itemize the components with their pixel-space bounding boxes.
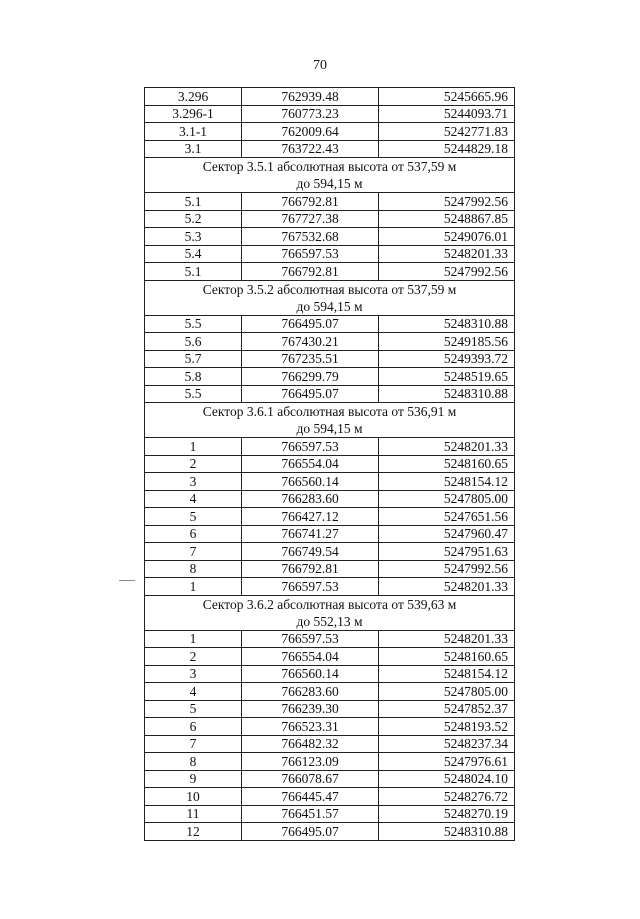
point-number-cell: 7 (145, 735, 242, 753)
y-coordinate-cell: 5247951.63 (379, 543, 515, 561)
point-number-cell: 5.1 (145, 263, 242, 281)
table-row (145, 123, 515, 141)
point-number-cell: 5.5 (145, 385, 242, 403)
table-row (145, 718, 515, 736)
x-coordinate-cell: 766239.30 (242, 700, 379, 718)
x-coordinate-cell: 766123.09 (242, 753, 379, 771)
x-coordinate-cell: 766597.53 (242, 245, 379, 263)
x-coordinate-cell: 766495.07 (242, 385, 379, 403)
x-coordinate-cell: 766495.07 (242, 823, 379, 841)
y-coordinate-cell: 5247805.00 (379, 683, 515, 701)
table-row (145, 490, 515, 508)
table-row (145, 753, 515, 771)
y-coordinate-cell: 5248160.65 (379, 648, 515, 666)
point-number-cell: 1 (145, 630, 242, 648)
point-number-cell: 10 (145, 788, 242, 806)
y-coordinate-cell: 5244829.18 (379, 140, 515, 158)
table-row (145, 683, 515, 701)
section-header-row (145, 280, 515, 315)
x-coordinate-cell: 766560.14 (242, 665, 379, 683)
x-coordinate-cell: 766554.04 (242, 648, 379, 666)
table-row (145, 823, 515, 841)
x-coordinate-cell: 766560.14 (242, 473, 379, 491)
x-coordinate-cell: 766523.31 (242, 718, 379, 736)
y-coordinate-cell: 5248519.65 (379, 368, 515, 386)
table-row (145, 525, 515, 543)
table-row (145, 543, 515, 561)
point-number-cell: 8 (145, 753, 242, 771)
point-number-cell: 5.6 (145, 333, 242, 351)
table-row (145, 438, 515, 456)
x-coordinate-cell: 762939.48 (242, 88, 379, 106)
point-number-cell: 7 (145, 543, 242, 561)
y-coordinate-cell: 5248276.72 (379, 788, 515, 806)
x-coordinate-cell: 767235.51 (242, 350, 379, 368)
table-row (145, 263, 515, 281)
section-header-row (145, 595, 515, 630)
table-row (145, 333, 515, 351)
table-row (145, 140, 515, 158)
y-coordinate-cell: 5248270.19 (379, 805, 515, 823)
x-coordinate-cell: 766554.04 (242, 455, 379, 473)
y-coordinate-cell: 5248193.52 (379, 718, 515, 736)
y-coordinate-cell: 5247976.61 (379, 753, 515, 771)
section-title-line: Сектор 3.5.1 абсолютная высота от 537,59 м (202, 159, 457, 174)
x-coordinate-cell: 766741.27 (242, 525, 379, 543)
table-row (145, 245, 515, 263)
x-coordinate-cell: 766451.57 (242, 805, 379, 823)
point-number-cell: 5.4 (145, 245, 242, 263)
y-coordinate-cell: 5247852.37 (379, 700, 515, 718)
page-number: 70 (313, 58, 327, 73)
section-title-line: до 594,15 м (296, 298, 363, 314)
y-coordinate-cell: 5248201.33 (379, 438, 515, 456)
point-number-cell: 3.296-1 (145, 105, 242, 123)
x-coordinate-cell: 766792.81 (242, 263, 379, 281)
section-title-line: Сектор 3.5.2 абсолютная высота от 537,59 м (202, 281, 457, 297)
table-row (145, 473, 515, 491)
point-number-cell: 6 (145, 718, 242, 736)
point-number-cell: 8 (145, 560, 242, 578)
section-title-line: до 552,13 м (296, 613, 363, 629)
point-number-cell: 2 (145, 648, 242, 666)
x-coordinate-cell: 762009.64 (242, 123, 379, 141)
y-coordinate-cell: 5247992.56 (379, 193, 515, 211)
point-number-cell: 3.296 (145, 88, 242, 106)
x-coordinate-cell: 766597.53 (242, 578, 379, 596)
table-row (145, 770, 515, 788)
table-row (145, 193, 515, 211)
coordinates-table (144, 87, 515, 841)
x-coordinate-cell: 766427.12 (242, 508, 379, 526)
table-row (145, 105, 515, 123)
table-row (145, 665, 515, 683)
table-row (145, 560, 515, 578)
table-row (145, 385, 515, 403)
table-row (145, 648, 515, 666)
x-coordinate-cell: 766283.60 (242, 490, 379, 508)
y-coordinate-cell: 5242771.83 (379, 123, 515, 141)
x-coordinate-cell: 766445.47 (242, 788, 379, 806)
y-coordinate-cell: 5248201.33 (379, 630, 515, 648)
point-number-cell: 5.7 (145, 350, 242, 368)
section-header-row (145, 403, 515, 438)
point-number-cell: 5 (145, 700, 242, 718)
y-coordinate-cell: 5248154.12 (379, 473, 515, 491)
x-coordinate-cell: 766749.54 (242, 543, 379, 561)
y-coordinate-cell: 5249393.72 (379, 350, 515, 368)
y-coordinate-cell: 5248201.33 (379, 578, 515, 596)
point-number-cell: 5.1 (145, 193, 242, 211)
x-coordinate-cell: 766792.81 (242, 193, 379, 211)
y-coordinate-cell: 5245665.96 (379, 88, 515, 106)
y-coordinate-cell: 5247651.56 (379, 508, 515, 526)
y-coordinate-cell: 5249185.56 (379, 333, 515, 351)
x-coordinate-cell: 766597.53 (242, 438, 379, 456)
y-coordinate-cell: 5247805.00 (379, 490, 515, 508)
section-title (145, 158, 515, 193)
point-number-cell: 5.2 (145, 210, 242, 228)
x-coordinate-cell: 760773.23 (242, 105, 379, 123)
y-coordinate-cell: 5248867.85 (379, 210, 515, 228)
point-number-cell: 6 (145, 525, 242, 543)
x-coordinate-cell: 763722.43 (242, 140, 379, 158)
point-number-cell: 1 (145, 438, 242, 456)
margin-mark (119, 580, 135, 581)
table-row (145, 805, 515, 823)
y-coordinate-cell: 5248310.88 (379, 315, 515, 333)
x-coordinate-cell: 766597.53 (242, 630, 379, 648)
point-number-cell: 12 (145, 823, 242, 841)
x-coordinate-cell: 766792.81 (242, 560, 379, 578)
section-title-line: до 594,15 м (296, 421, 363, 436)
x-coordinate-cell: 766283.60 (242, 683, 379, 701)
point-number-cell: 3.1 (145, 140, 242, 158)
x-coordinate-cell: 766495.07 (242, 315, 379, 333)
y-coordinate-cell: 5248154.12 (379, 665, 515, 683)
point-number-cell: 5.3 (145, 228, 242, 246)
y-coordinate-cell: 5244093.71 (379, 105, 515, 123)
point-number-cell: 3.1-1 (145, 123, 242, 141)
y-coordinate-cell: 5247992.56 (379, 560, 515, 578)
x-coordinate-cell: 767727.38 (242, 210, 379, 228)
point-number-cell: 1 (145, 578, 242, 596)
table-row (145, 368, 515, 386)
section-title-line: Сектор 3.6.2 абсолютная высота от 539,63 м (202, 596, 457, 612)
y-coordinate-cell: 5247960.47 (379, 525, 515, 543)
section-title (145, 595, 515, 630)
y-coordinate-cell: 5249076.01 (379, 228, 515, 246)
table-row (145, 578, 515, 596)
section-title (145, 403, 515, 438)
section-title (145, 280, 515, 315)
x-coordinate-cell: 766482.32 (242, 735, 379, 753)
x-coordinate-cell: 767430.21 (242, 333, 379, 351)
point-number-cell: 2 (145, 455, 242, 473)
table-row (145, 788, 515, 806)
table-row (145, 735, 515, 753)
section-header-row (145, 158, 515, 193)
y-coordinate-cell: 5248201.33 (379, 245, 515, 263)
y-coordinate-cell: 5248024.10 (379, 770, 515, 788)
x-coordinate-cell: 766299.79 (242, 368, 379, 386)
point-number-cell: 4 (145, 683, 242, 701)
section-title-line: Сектор 3.6.1 абсолютная высота от 536,91 м (202, 404, 457, 419)
table-row (145, 315, 515, 333)
point-number-cell: 5.8 (145, 368, 242, 386)
point-number-cell: 11 (145, 805, 242, 823)
table-row (145, 350, 515, 368)
y-coordinate-cell: 5248310.88 (379, 823, 515, 841)
point-number-cell: 5.5 (145, 315, 242, 333)
table-row (145, 508, 515, 526)
y-coordinate-cell: 5248160.65 (379, 455, 515, 473)
table-row (145, 210, 515, 228)
coordinates-table-body (145, 88, 515, 841)
y-coordinate-cell: 5248310.88 (379, 385, 515, 403)
point-number-cell: 5 (145, 508, 242, 526)
table-row (145, 455, 515, 473)
table-row (145, 630, 515, 648)
y-coordinate-cell: 5247992.56 (379, 263, 515, 281)
table-row (145, 228, 515, 246)
table-row (145, 700, 515, 718)
point-number-cell: 3 (145, 473, 242, 491)
point-number-cell: 3 (145, 665, 242, 683)
table-row (145, 88, 515, 106)
x-coordinate-cell: 767532.68 (242, 228, 379, 246)
point-number-cell: 9 (145, 770, 242, 788)
y-coordinate-cell: 5248237.34 (379, 735, 515, 753)
x-coordinate-cell: 766078.67 (242, 770, 379, 788)
section-title-line: до 594,15 м (296, 176, 363, 191)
point-number-cell: 4 (145, 490, 242, 508)
